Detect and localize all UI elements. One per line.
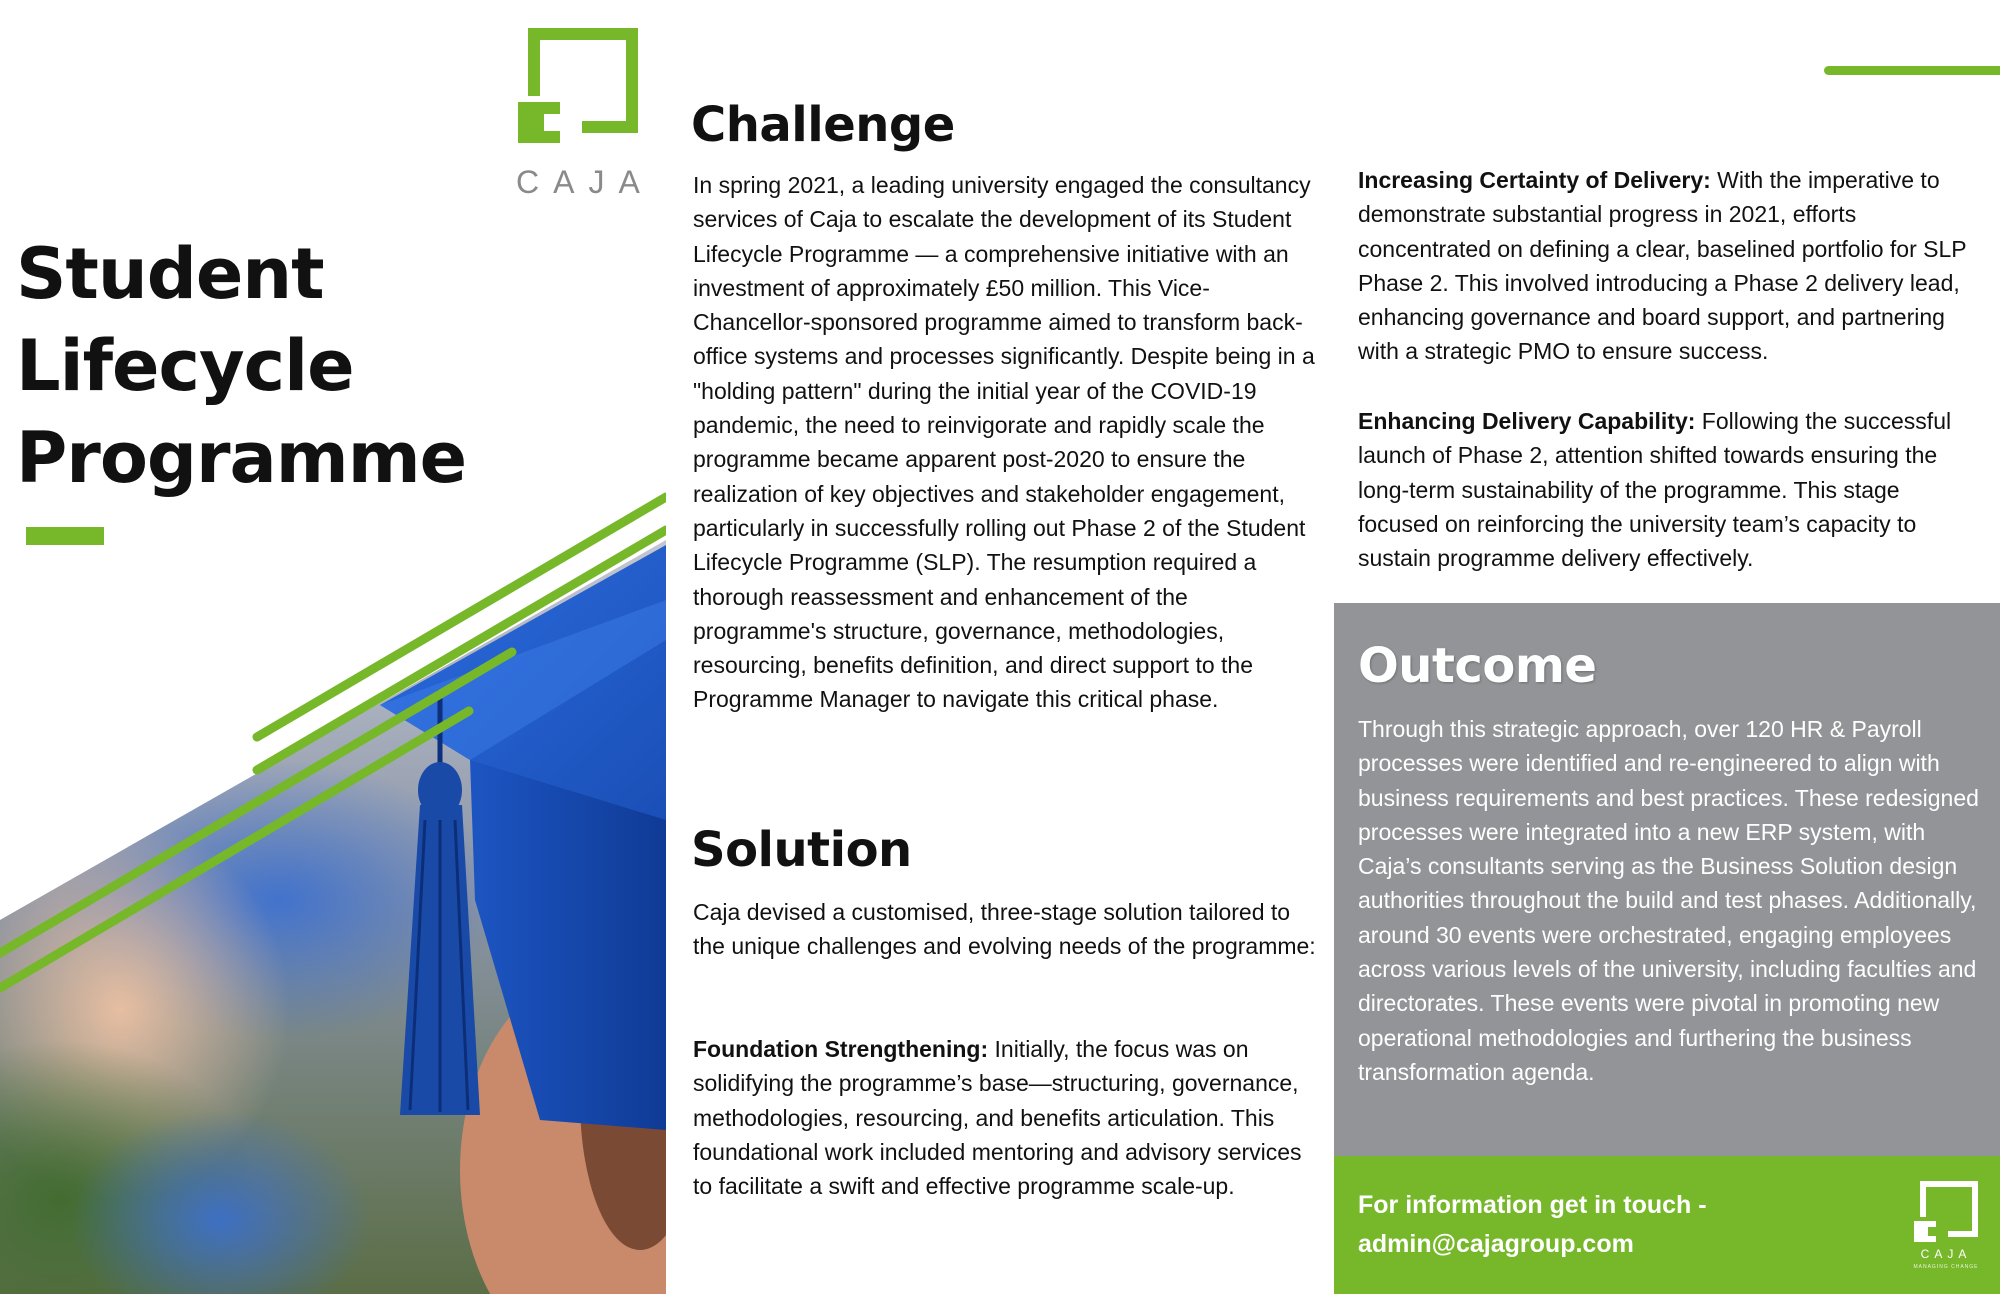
- challenge-heading: Challenge: [691, 97, 955, 153]
- foundation-text: Initially, the focus was on solidifying the programme’s base—structuring, governance, methodologies, resourcing, and benefits articulation. This foundational work included mentoring and advisory services to facilitate a swift and effective programme scale-up.: [693, 1036, 1302, 1200]
- accent-rule-top-right: [1824, 66, 2000, 75]
- capability-text: Following the successful launch of Phase 2, attention shifted towards ensuring the long-term sustainability of the programme. This stage focused on reinforcing the university team’s capacity to sustain programme delivery effectively.: [1358, 408, 1952, 572]
- solution-heading: Solution: [691, 822, 912, 878]
- certainty-label: Increasing Certainty of Delivery:: [1358, 167, 1711, 193]
- contact-line: For information get in touch -: [1358, 1191, 1707, 1219]
- page-title: [16, 228, 576, 504]
- title-line-2: Lifecycle: [16, 325, 354, 407]
- certainty-of-delivery-paragraph: [1358, 163, 1973, 369]
- caja-footer-logo-icon: [1912, 1177, 1982, 1245]
- certainty-text: With the imperative to demonstrate substantial progress in 2021, efforts concentrated on defining a clear, baselined portfolio for SLP Phase 2. This involved introducing a Phase 2 delivery lead, enhancing governance and board support, and partnering with a strategic PMO to ensure success.: [1358, 167, 1967, 365]
- contact-email-link[interactable]: admin@cajagroup.com: [1358, 1230, 1634, 1258]
- footer-logo-tagline: MANAGING CHANGE: [1913, 1264, 1979, 1270]
- foundation-strengthening-paragraph: [693, 1032, 1323, 1203]
- footer-logo-wordmark: CAJA: [1920, 1247, 1972, 1261]
- delivery-capability-paragraph: [1358, 404, 1973, 575]
- challenge-text: In spring 2021, a leading university engaged the consultancy services of Caja to escalate the development of its Student Lifecycle Programme — a comprehensive initiative with an investment of approximately £50 million. This Vice-Chancellor-sponsored programme aimed to transform back-office systems and processes significantly. Despite being in a "holding pattern" during the initial year of the COVID-19 pandemic, the need to reinvigorate and rapidly scale the programme became apparent post-2020 to ensure the realization of key objectives and stakeholder engagement, particularly in successfully rolling out Phase 2 of the Student Lifecycle Programme (SLP). The resumption required a thorough reassessment and enhancement of the programme's structure, governance, methodologies, resourcing, benefits definition, and direct support to the Programme Manager to navigate this critical phase.: [693, 172, 1315, 713]
- solution-intro: Caja devised a customised, three-stage solution tailored to the unique challenges and evolving needs of the programme:: [693, 899, 1316, 960]
- title-accent-rule: [26, 527, 104, 545]
- outcome-text: Through this strategic approach, over 120 HR & Payroll processes were identified and re-engineered to align with business requirements and best practices. These redesigned processes were integrated into a new ERP system, with Caja’s consultants serving as the Business Solution design authorities throughout the build and test phases. Additionally, around 30 events were orchestrated, engaging employees across various levels of the university, including faculties and directorates. These events were pivotal in promoting new operational methodologies and furthering the business transformation agenda.: [1358, 716, 1979, 1085]
- title-line-3: Programme: [16, 417, 467, 499]
- foundation-label: Foundation Strengthening:: [693, 1036, 989, 1062]
- capability-label: Enhancing Delivery Capability:: [1358, 408, 1696, 434]
- outcome-heading: Outcome: [1358, 638, 1597, 694]
- title-line-1: Student: [16, 233, 324, 315]
- logo-wordmark: CAJA: [516, 164, 654, 200]
- contact-text: [1358, 1186, 1798, 1264]
